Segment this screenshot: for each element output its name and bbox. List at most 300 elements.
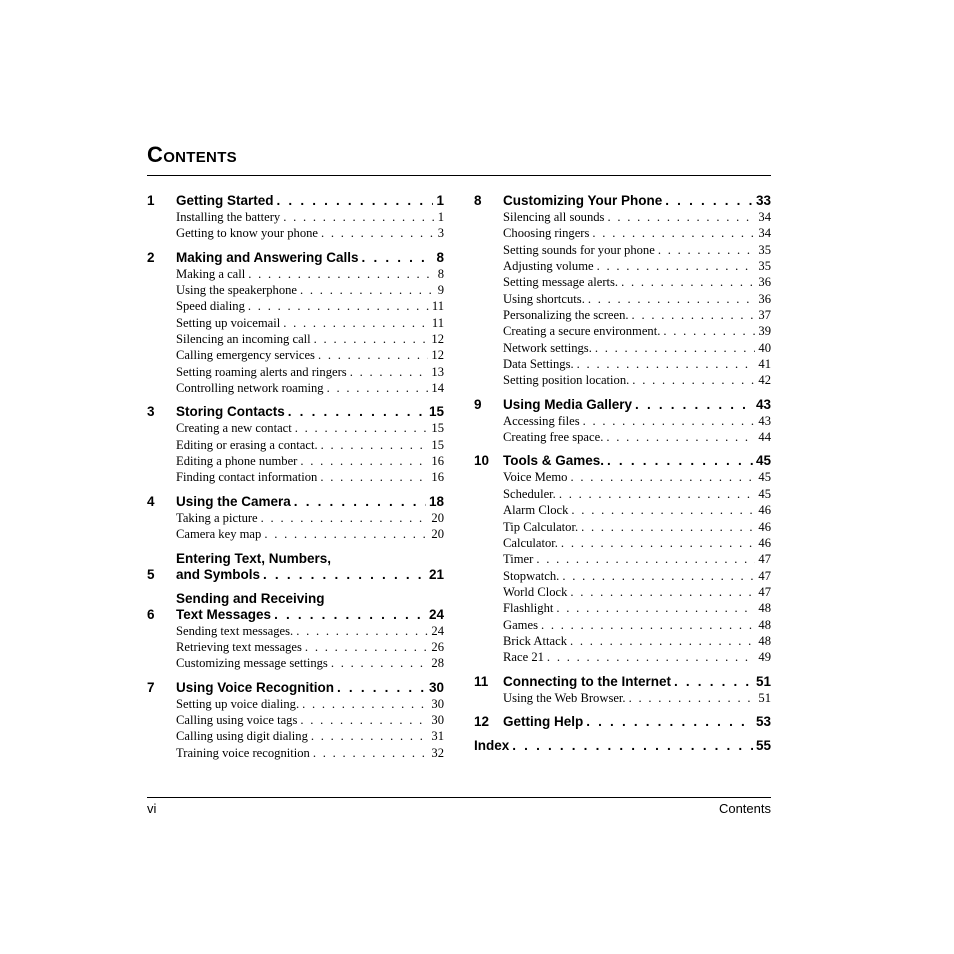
toc-entry[interactable]	[176, 298, 444, 314]
chapter-title: Making and Answering Calls	[176, 249, 359, 265]
entry-title: Timer	[503, 552, 534, 567]
dot-leader	[561, 535, 755, 551]
dot-leader	[562, 568, 755, 584]
entry-title: Creating a new contact	[176, 421, 292, 436]
toc-chapter	[147, 678, 444, 761]
dot-leader	[321, 437, 429, 453]
chapter-heading[interactable]	[147, 402, 444, 420]
entry-page: 9	[437, 283, 444, 298]
toc-entry[interactable]	[176, 728, 444, 744]
chapter-page: 15	[428, 404, 444, 420]
toc-entry[interactable]	[176, 510, 444, 526]
entry-page: 45	[758, 486, 771, 501]
toc-entry[interactable]	[503, 209, 771, 225]
dot-leader	[311, 728, 429, 744]
chapter-title: Using Media Gallery	[503, 396, 633, 412]
entry-page: 12	[431, 332, 444, 347]
toc-entry[interactable]	[176, 282, 444, 298]
toc-entry[interactable]	[503, 356, 771, 372]
entry-title: Silencing an incoming call	[176, 332, 311, 347]
dot-leader	[313, 745, 429, 761]
dot-leader	[318, 347, 428, 363]
chapter-number: 10	[474, 453, 490, 469]
entry-page: 15	[431, 421, 444, 436]
chapter-heading[interactable]	[474, 451, 771, 469]
title-rule	[147, 175, 771, 176]
chapter-number: 12	[474, 713, 490, 729]
toc-entry[interactable]	[176, 437, 444, 453]
toc-entry[interactable]	[503, 242, 771, 258]
entry-page: 48	[758, 633, 771, 648]
dot-leader	[588, 291, 756, 307]
chapter-title: Text Messages	[176, 606, 272, 622]
dot-leader	[302, 696, 428, 712]
entry-title: Calling using digit dialing	[176, 729, 308, 744]
entry-title: Calling using voice tags	[176, 712, 298, 727]
entry-title: Setting up voicemail	[176, 315, 281, 330]
chapter-page: 43	[755, 396, 771, 412]
chapter-title: Customizing Your Phone	[503, 193, 663, 208]
entry-page: 28	[431, 656, 444, 671]
entry-page: 20	[431, 527, 444, 542]
entry-title: Stopwatch.	[503, 568, 560, 583]
toc-entry[interactable]	[503, 340, 771, 356]
entry-page: 31	[431, 729, 444, 744]
chapter-page: 1	[436, 193, 444, 208]
chapter-title-row	[503, 193, 771, 209]
entry-page: 41	[758, 357, 771, 372]
entry-page: 44	[758, 430, 771, 445]
chapter-page: 8	[436, 249, 444, 265]
entry-page: 42	[758, 373, 771, 388]
chapter-title-line1: Sending and Receiving	[176, 590, 325, 606]
toc-entry[interactable]	[176, 712, 444, 728]
dot-leader	[305, 639, 428, 655]
chapter-heading-text	[176, 680, 444, 696]
entry-title: Games	[503, 617, 538, 632]
entry-title: Creating a secure environment.	[503, 324, 661, 339]
entry-page: 26	[431, 639, 444, 654]
entry-page: 51	[758, 690, 771, 705]
entry-title: Setting up voice dialing.	[176, 696, 300, 711]
chapter-title: Using Voice Recognition	[176, 679, 335, 695]
entry-page: 49	[758, 650, 771, 665]
entry-page: 8	[437, 266, 444, 281]
toc-entry[interactable]	[503, 502, 771, 518]
chapter-number: 2	[147, 249, 155, 265]
toc-entry[interactable]	[503, 551, 771, 567]
toc-entry[interactable]	[176, 453, 444, 469]
entry-title: Retrieving text messages	[176, 639, 302, 654]
chapter-heading[interactable]	[147, 678, 444, 696]
dot-leader	[607, 453, 753, 469]
toc-entry[interactable]	[176, 655, 444, 671]
entry-title: Accessing files	[503, 413, 580, 428]
toc-entry[interactable]	[176, 696, 444, 712]
dot-leader	[541, 617, 755, 633]
entry-title: World Clock	[503, 584, 568, 599]
dot-leader	[632, 372, 755, 388]
chapter-page: 51	[755, 673, 771, 689]
dot-leader	[581, 519, 755, 535]
entry-page: 48	[758, 601, 771, 616]
entry-title: Making a call	[176, 266, 246, 281]
toc-entry[interactable]	[176, 623, 444, 639]
toc-entry[interactable]	[503, 600, 771, 616]
entry-title: Controlling network roaming	[176, 381, 324, 396]
entry-page: 35	[758, 242, 771, 257]
toc-entry[interactable]	[503, 535, 771, 551]
chapter-title-row	[176, 193, 444, 209]
toc-entry[interactable]	[503, 690, 771, 706]
chapter-title-row	[503, 453, 771, 469]
toc-index-entry[interactable]	[474, 736, 771, 754]
dot-leader	[277, 193, 434, 209]
chapter-number: 6	[147, 606, 155, 622]
entry-title: Choosing ringers	[503, 226, 590, 241]
entry-page: 45	[758, 470, 771, 485]
entry-title: Scheduler.	[503, 486, 556, 501]
toc-left-column	[147, 191, 444, 767]
footer-section-title: Contents	[718, 801, 771, 816]
index-page: 55	[755, 737, 771, 753]
entry-title: Speed dialing	[176, 299, 245, 314]
entry-page: 47	[758, 584, 771, 599]
toc-entry[interactable]	[503, 274, 771, 290]
entry-title: Personalizing the screen.	[503, 308, 629, 323]
entry-page: 12	[431, 348, 444, 363]
chapter-title-row	[176, 607, 444, 623]
chapter-title: Getting Started	[176, 193, 274, 208]
entry-title: Race 21	[503, 650, 544, 665]
chapter-number: 7	[147, 679, 155, 695]
dot-leader	[632, 307, 756, 323]
chapter-heading-text	[176, 193, 444, 209]
dot-leader	[595, 340, 756, 356]
toc-entry[interactable]	[176, 331, 444, 347]
toc-chapter	[474, 451, 771, 665]
dot-leader	[296, 623, 428, 639]
toc-chapter	[147, 492, 444, 543]
toc-entry[interactable]	[176, 526, 444, 542]
toc-entry[interactable]	[503, 617, 771, 633]
chapter-title: Using the Camera	[176, 493, 291, 509]
dot-leader	[629, 690, 756, 706]
toc-entry[interactable]	[503, 469, 771, 485]
entry-page: 39	[758, 324, 771, 339]
entry-title: Editing a phone number	[176, 454, 298, 469]
chapter-page: 53	[755, 713, 771, 729]
chapter-heading[interactable]	[147, 248, 444, 266]
dot-leader	[621, 274, 755, 290]
entry-page: 14	[431, 381, 444, 396]
chapter-number: 9	[474, 396, 482, 412]
chapter-heading[interactable]	[474, 191, 771, 209]
entry-title: Network settings.	[503, 340, 592, 355]
dot-leader	[674, 674, 753, 690]
dot-leader	[264, 526, 428, 542]
chapter-title: Tools & Games.	[503, 453, 605, 469]
chapter-heading-text	[503, 674, 771, 690]
toc-entry[interactable]	[503, 291, 771, 307]
entry-title: Sending text messages.	[176, 623, 294, 638]
entry-title: Installing the battery	[176, 210, 281, 224]
chapter-heading-text	[176, 551, 444, 583]
toc-entry[interactable]	[503, 584, 771, 600]
entry-title: Calculator.	[503, 535, 558, 550]
entry-title: Creating free space.	[503, 430, 604, 445]
entry-title: Finding contact information	[176, 470, 318, 485]
toc-entry[interactable]	[176, 469, 444, 485]
dot-leader	[300, 282, 435, 298]
dot-leader	[512, 738, 753, 754]
entry-title: Using the speakerphone	[176, 283, 298, 298]
dot-leader	[261, 510, 429, 526]
dot-leader	[658, 242, 756, 258]
chapter-heading-text	[176, 494, 444, 510]
dot-leader	[570, 633, 755, 649]
dot-leader	[248, 298, 429, 314]
chapter-title: and Symbols	[176, 566, 261, 582]
toc-entry[interactable]	[503, 372, 771, 388]
chapter-heading-text	[503, 714, 771, 730]
entry-page: 46	[758, 503, 771, 518]
toc-entry[interactable]	[176, 420, 444, 436]
toc-entry[interactable]	[503, 519, 771, 535]
chapter-title-row	[176, 250, 444, 266]
chapter-heading[interactable]	[474, 712, 771, 730]
entry-page: 16	[431, 454, 444, 469]
chapter-page: 30	[428, 679, 444, 695]
toc-chapter	[147, 549, 444, 583]
entry-title: Camera key map	[176, 527, 262, 542]
toc-chapter	[147, 191, 444, 242]
entry-title: Training voice recognition	[176, 745, 310, 760]
entry-page: 46	[758, 519, 771, 534]
dot-leader	[350, 364, 429, 380]
entry-title: Editing or erasing a contact.	[176, 437, 318, 452]
dot-leader	[294, 494, 426, 510]
dot-leader	[331, 655, 429, 671]
toc-entry[interactable]	[503, 568, 771, 584]
index-title: Index	[474, 737, 510, 753]
chapter-title-row	[176, 567, 444, 583]
chapter-title-row	[503, 397, 771, 413]
entry-title: Calling emergency services	[176, 348, 315, 363]
dot-leader	[295, 420, 429, 436]
chapter-number: 5	[147, 566, 155, 582]
toc-entry[interactable]	[503, 486, 771, 502]
dot-leader	[327, 380, 429, 396]
entry-title: Using the Web Browser.	[503, 690, 626, 705]
toc-entry[interactable]	[503, 307, 771, 323]
chapter-heading-text	[176, 591, 444, 623]
toc-entry[interactable]	[176, 209, 444, 225]
chapter-heading-text	[503, 453, 771, 469]
toc-entry[interactable]	[176, 225, 444, 241]
dot-leader	[288, 404, 426, 420]
dot-leader	[635, 397, 753, 413]
entry-page: 11	[431, 299, 444, 314]
dot-leader	[300, 712, 428, 728]
entry-page: 37	[758, 308, 771, 323]
dot-leader	[606, 429, 755, 445]
dot-leader	[263, 567, 426, 583]
dot-leader	[248, 266, 434, 282]
chapter-title-row	[503, 714, 771, 730]
toc-entry[interactable]	[176, 745, 444, 761]
entry-page: 1	[437, 210, 444, 224]
entry-page: 43	[758, 413, 771, 428]
toc-entry[interactable]	[503, 633, 771, 649]
entry-title: Getting to know your phone	[176, 226, 319, 241]
dot-leader	[571, 502, 755, 518]
entry-page: 48	[758, 617, 771, 632]
entry-title: Taking a picture	[176, 510, 258, 525]
chapter-heading[interactable]	[474, 395, 771, 413]
dot-leader	[559, 486, 756, 502]
toc-chapter	[474, 672, 771, 706]
toc-entry[interactable]	[503, 258, 771, 274]
chapter-page: 18	[428, 493, 444, 509]
toc-entry[interactable]	[176, 315, 444, 331]
dot-leader	[586, 714, 753, 730]
entry-page: 47	[758, 568, 771, 583]
toc-chapter	[474, 191, 771, 389]
entry-page: 34	[758, 226, 771, 241]
toc-chapter	[474, 395, 771, 446]
entry-page: 13	[431, 364, 444, 379]
entry-page: 3	[437, 226, 444, 241]
chapter-heading-text	[176, 250, 444, 266]
dot-leader	[362, 250, 434, 266]
chapter-title-row	[503, 674, 771, 690]
entry-page: 40	[758, 340, 771, 355]
entry-page: 15	[431, 437, 444, 452]
dot-leader	[592, 225, 755, 241]
chapter-heading[interactable]	[474, 672, 771, 690]
dot-leader	[597, 258, 756, 274]
toc-right-column	[474, 191, 771, 754]
chapter-heading-text	[176, 404, 444, 420]
toc-entry[interactable]	[176, 639, 444, 655]
chapter-title: Connecting to the Internet	[503, 673, 671, 689]
entry-title: Brick Attack	[503, 633, 568, 648]
chapter-heading[interactable]	[147, 549, 444, 583]
toc-chapter	[147, 589, 444, 672]
dot-leader	[321, 225, 435, 241]
entry-page: 16	[431, 470, 444, 485]
toc-entry[interactable]	[176, 266, 444, 282]
toc-entry[interactable]	[503, 225, 771, 241]
toc-entry[interactable]	[176, 364, 444, 380]
dot-leader	[570, 584, 755, 600]
entry-page: 36	[758, 275, 771, 290]
page-title: Contents	[147, 142, 237, 167]
entry-title: Customizing message settings	[176, 656, 328, 671]
toc-entry[interactable]	[503, 429, 771, 445]
toc-entry[interactable]	[176, 347, 444, 363]
chapter-number: 3	[147, 404, 155, 420]
entry-page: 32	[431, 745, 444, 760]
entry-page: 47	[758, 552, 771, 567]
chapter-number: 4	[147, 493, 155, 509]
dot-leader	[337, 680, 426, 696]
chapter-title-row	[176, 404, 444, 420]
entry-title: Using shortcuts.	[503, 291, 585, 306]
entry-title: Voice Memo	[503, 470, 568, 485]
toc-chapter	[147, 248, 444, 397]
entry-title: Tip Calculator.	[503, 519, 579, 534]
toc-entry[interactable]	[503, 323, 771, 339]
entry-title: Alarm Clock	[503, 503, 569, 518]
entry-page: 24	[431, 623, 444, 638]
chapter-title-row	[176, 680, 444, 696]
entry-page: 30	[431, 712, 444, 727]
chapter-heading[interactable]	[147, 492, 444, 510]
dot-leader	[665, 193, 753, 209]
dot-leader	[607, 209, 755, 225]
toc-entry[interactable]	[503, 649, 771, 665]
dot-leader	[583, 413, 756, 429]
chapter-heading-text	[503, 397, 771, 413]
footer-rule	[147, 797, 771, 798]
dot-leader	[556, 600, 755, 616]
chapter-page: 21	[428, 566, 444, 582]
chapter-title: Storing Contacts	[176, 404, 285, 420]
entry-title: Flashlight	[503, 601, 554, 616]
entry-page: 34	[758, 210, 771, 224]
entry-page: 11	[431, 315, 444, 330]
dot-leader	[314, 331, 429, 347]
chapter-number: 11	[474, 673, 489, 689]
dot-leader	[570, 469, 755, 485]
dot-leader	[536, 551, 755, 567]
chapter-number: 1	[147, 193, 155, 208]
toc-entry[interactable]	[176, 380, 444, 396]
dot-leader	[274, 607, 426, 623]
chapter-heading[interactable]	[147, 589, 444, 623]
entry-title: Data Settings.	[503, 357, 574, 372]
footer-page-number: vi	[147, 801, 157, 816]
entry-title: Setting roaming alerts and ringers	[176, 364, 347, 379]
toc-entry[interactable]	[503, 413, 771, 429]
entry-page: 20	[431, 510, 444, 525]
dot-leader	[577, 356, 756, 372]
entry-title: Silencing all sounds	[503, 210, 605, 224]
toc-chapter	[474, 712, 771, 730]
dot-leader	[300, 453, 428, 469]
dot-leader	[547, 649, 755, 665]
dot-leader	[283, 315, 429, 331]
chapter-title-line1: Entering Text, Numbers,	[176, 550, 332, 566]
chapter-page: 24	[428, 606, 444, 622]
dot-leader	[283, 209, 434, 225]
dot-leader	[320, 469, 428, 485]
entry-page: 35	[758, 259, 771, 274]
chapter-page: 33	[755, 193, 771, 208]
chapter-number: 8	[474, 193, 482, 208]
chapter-title: Getting Help	[503, 713, 584, 729]
chapter-heading[interactable]	[147, 191, 444, 209]
entry-title: Setting message alerts.	[503, 275, 619, 290]
entry-page: 30	[431, 696, 444, 711]
chapter-title-row	[176, 494, 444, 510]
entry-title: Adjusting volume	[503, 259, 594, 274]
entry-page: 46	[758, 535, 771, 550]
chapter-heading-text	[503, 193, 771, 209]
toc-chapter	[147, 402, 444, 485]
